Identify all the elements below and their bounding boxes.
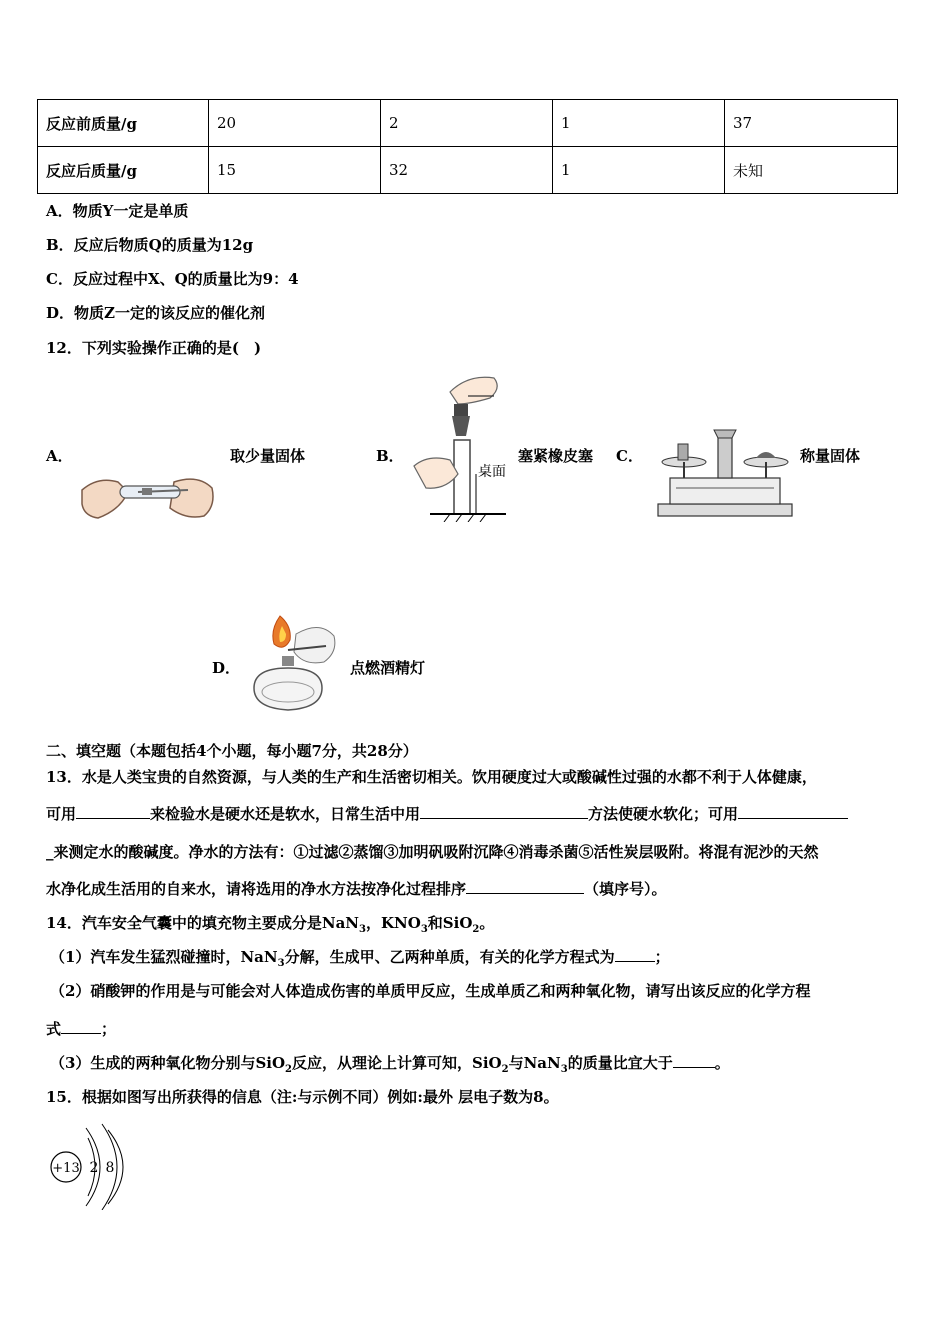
q12-option-b-letter: B． [376, 447, 404, 465]
table-row [38, 147, 898, 194]
table-cell: 未知 [725, 147, 898, 194]
hands-test-tube-illustration [78, 470, 218, 525]
subscript: 3 [560, 1064, 568, 1075]
q13-text: （填序号）。 [584, 880, 667, 898]
atom-structure-diagram [44, 1120, 134, 1210]
q12-option-c-caption: 称量固体 [800, 447, 861, 465]
q12-stem: 12．下列实验操作正确的是( ) [46, 339, 262, 357]
answer-blank[interactable] [61, 1019, 101, 1034]
q15-stem: 15．根据如图写出所获得的信息（注:与示例不同）例如:最外 层电子数为8。 [46, 1088, 559, 1106]
answer-blank[interactable] [673, 1053, 715, 1068]
q14-part-1 [50, 946, 670, 969]
shell-2-electrons: 8 [105, 1160, 115, 1176]
q14-text: 14．汽车安全气囊中的填充物主要成分是NaN [46, 914, 360, 932]
answer-blank[interactable] [738, 804, 848, 819]
q13-line-1: 13．水是人类宝贵的自然资源，与人类的生产和生活密切相关。饮用硬度过大或酸碱性过强的水都不利于人体健康， [46, 768, 817, 786]
q13-text: 方法使硬水软化；可用 [588, 805, 739, 823]
q12-option-d-caption: 点燃酒精灯 [350, 659, 426, 677]
q14-stem [46, 912, 494, 935]
q11-option-c: C．反应过程中X、Q的质量比为9：4 [46, 270, 299, 288]
row-label: 反应后质量/g [38, 147, 209, 194]
nucleus-charge: +13 [52, 1161, 80, 1176]
q14-text: 式 [46, 1020, 62, 1038]
subscript: 2 [472, 924, 480, 935]
subscript: 2 [285, 1064, 293, 1075]
table-cell: 32 [381, 147, 553, 194]
q13-text: 可用 [46, 805, 77, 823]
q14-text: ，KNO [366, 914, 421, 932]
table-cell: 1 [553, 100, 725, 147]
table-cell: 20 [209, 100, 381, 147]
q13-text: 水净化成生活用的自来水，请将选用的净水方法按净化过程排序 [46, 880, 467, 898]
q11-option-d: D．物质Z一定的该反应的催化剂 [46, 304, 265, 322]
subscript: 3 [420, 924, 428, 935]
stopper-tube-illustration [410, 370, 510, 522]
q11-option-a: A．物质Y一定是单质 [46, 202, 189, 220]
q13-text: 来检验水是硬水还是软水，日常生活中用 [150, 805, 421, 823]
q14-text: ； [654, 948, 670, 966]
table-cell: 37 [725, 100, 898, 147]
section-title: 二、填空题（本题包括4个小题，每小题7分，共28分） [46, 742, 418, 760]
q13-line-3: _来测定水的酸碱度。净水的方法有：①过滤②蒸馏③加明矾吸附沉降④消毒杀菌⑤活性炭层吸附。将混有泥沙的天然 [46, 843, 819, 861]
q14-part-2: （2）硝酸钾的作用是与可能会对人体造成伤害的单质甲反应，生成单质乙和两种氧化物，请写出该反应的化学方程 [50, 982, 811, 1000]
q14-text: 。 [714, 1054, 730, 1072]
q14-text: 。 [479, 914, 495, 932]
table-cell: 2 [381, 100, 553, 147]
q14-text: 和SiO [427, 914, 473, 932]
subscript: 2 [501, 1064, 509, 1075]
balance-scale-illustration [656, 426, 794, 518]
q12-option-c-letter: C． [616, 447, 643, 465]
table-row [38, 100, 898, 147]
q14-part-3 [50, 1052, 730, 1075]
q13-line-4 [46, 878, 667, 899]
subscript: 3 [359, 924, 366, 935]
table-cell: 15 [209, 147, 381, 194]
q14-text: 的质量比宜大于 [567, 1054, 673, 1072]
q12-option-a-caption: 取少量固体 [230, 447, 306, 465]
q12-option-a-letter: A． [46, 447, 73, 465]
answer-blank[interactable] [420, 804, 588, 819]
q14-text: 与NaN [508, 1054, 561, 1072]
table-surface-label: 桌面 [478, 464, 506, 480]
table-cell: 1 [553, 147, 725, 194]
subscript: 3 [277, 958, 285, 969]
alcohol-lamp-illustration [244, 612, 340, 716]
q14-text: ； [101, 1020, 117, 1038]
mass-table [37, 99, 898, 194]
q12-option-b-caption: 塞紧橡皮塞 [518, 447, 594, 465]
q11-option-b: B．反应后物质Q的质量为12g [46, 236, 254, 254]
q14-text: （1）汽车发生猛烈碰撞时，NaN [50, 948, 278, 966]
q12-option-d-letter: D． [212, 659, 241, 677]
shell-1-electrons: 2 [89, 1160, 99, 1176]
q14-text: （3）生成的两种氧化物分别与SiO [50, 1054, 286, 1072]
q14-text: 反应，从理论上计算可知，SiO [292, 1054, 502, 1072]
answer-blank[interactable] [466, 879, 584, 894]
q14-part-2-cont [46, 1018, 116, 1039]
row-label: 反应前质量/g [38, 100, 209, 147]
q13-line-2 [46, 803, 848, 824]
q14-text: 分解，生成甲、乙两种单质，有关的化学方程式为 [284, 948, 615, 966]
answer-blank[interactable] [76, 804, 150, 819]
answer-blank[interactable] [615, 947, 655, 962]
